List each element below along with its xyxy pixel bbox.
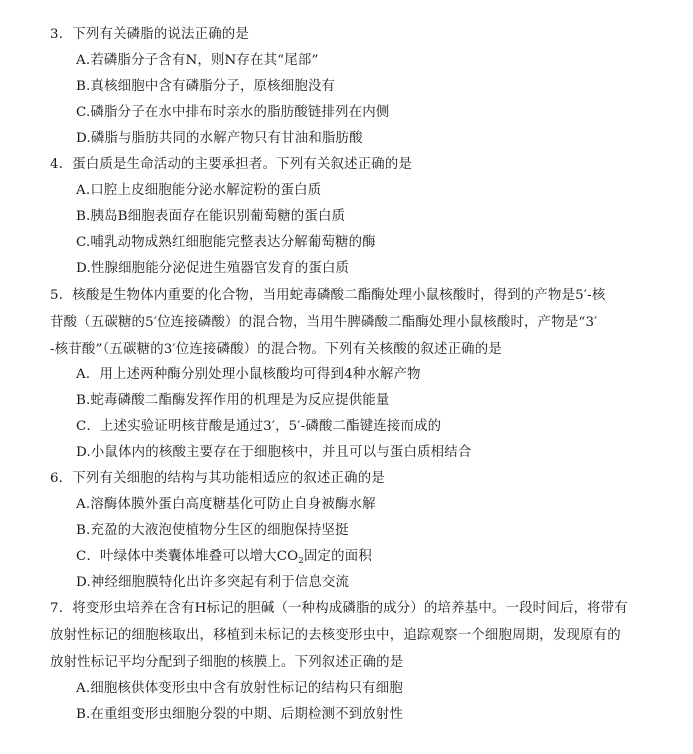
question-4-option-b: B.胰岛B细胞表面存在能识别葡萄糖的蛋白质: [76, 209, 346, 224]
question-4-option-a: A.口腔上皮细胞能分泌水解淀粉的蛋白质: [76, 183, 322, 198]
question-5-stem-line-1: 5．核酸是生物体内重要的化合物，当用蛇毒磷酸二酯酶处理小鼠核酸时，得到的产物是5′-核: [50, 288, 606, 303]
question-6-option-c-tail: 固定的面积: [303, 549, 372, 564]
question-5-option-d: D.小鼠体内的核酸主要存在于细胞核中，并且可以与蛋白质相结合: [76, 445, 472, 460]
question-5-stem-line-2: 苷酸（五碳糖的5′位连接磷酸）的混合物，当用牛脾磷酸二酯酶处理小鼠核酸时，产物是“3′: [50, 315, 598, 330]
question-3-option-d: D.磷脂与脂肪共同的水解产物只有甘油和脂肪酸: [76, 131, 363, 146]
question-7-option-b: B.在重组变形虫细胞分裂的中期、后期检测不到放射性: [76, 707, 404, 722]
question-5-option-a: A．用上述两种酶分别处理小鼠核酸均可得到4种水解产物: [76, 367, 421, 382]
question-5-stem-line-3: -核苷酸”（五碳糖的3′位连接磷酸）的混合物。下列有关核酸的叙述正确的是: [50, 342, 502, 357]
question-3-option-b: B.真核细胞中含有磷脂分子，原核细胞没有: [76, 79, 336, 94]
co2-subscript: 2: [298, 556, 304, 566]
question-3-option-a: A.若磷脂分子含有N，则N存在其“尾部”: [76, 53, 319, 68]
question-5-option-c: C．上述实验证明核苷酸是通过3′，5′-磷酸二酯键连接而成的: [76, 419, 442, 434]
question-6-option-d: D.神经细胞膜特化出许多突起有利于信息交流: [76, 575, 350, 590]
question-4-option-d: D.性腺细胞能分泌促进生殖器官发育的蛋白质: [76, 261, 350, 276]
question-6-option-c-text: C．叶绿体中类囊体堆叠可以增大CO: [76, 549, 299, 564]
question-6-option-b: B.充盈的大液泡使植物分生区的细胞保持坚挺: [76, 523, 349, 538]
question-4-stem: 4．蛋白质是生命活动的主要承担者。下列有关叙述正确的是: [50, 157, 413, 172]
question-3-option-c: C.磷脂分子在水中排布时亲水的脂肪酸链排列在内侧: [76, 105, 390, 120]
question-7-option-a: A.细胞核供体变形虫中含有放射性标记的结构只有细胞: [76, 681, 403, 696]
question-3-stem: 3．下列有关磷脂的说法正确的是: [50, 27, 249, 42]
question-6-stem: 6．下列有关细胞的结构与其功能相适应的叙述正确的是: [50, 471, 385, 486]
question-6-option-c: [76, 544, 372, 570]
question-5-option-b: B.蛇毒磷酸二酯酶发挥作用的机理是为反应提供能量: [76, 393, 390, 408]
question-7-stem-line-3: 放射性标记平均分配到子细胞的核膜上。下列叙述正确的是: [50, 655, 404, 670]
question-4-option-c: C.哺乳动物成熟红细胞能完整表达分解葡萄糖的酶: [76, 235, 376, 250]
question-7-stem-line-2: 放射性标记的细胞核取出，移植到未标记的去核变形虫中，追踪观察一个细胞周期，发现原有的: [50, 628, 621, 643]
question-7-stem-line-1: 7．将变形虫培养在含有H标记的胆碱（一种构成磷脂的成分）的培养基中。一段时间后，将带有: [50, 601, 628, 616]
question-6-option-a: A.溶酶体膜外蛋白高度糖基化可防止自身被酶水解: [76, 497, 376, 512]
